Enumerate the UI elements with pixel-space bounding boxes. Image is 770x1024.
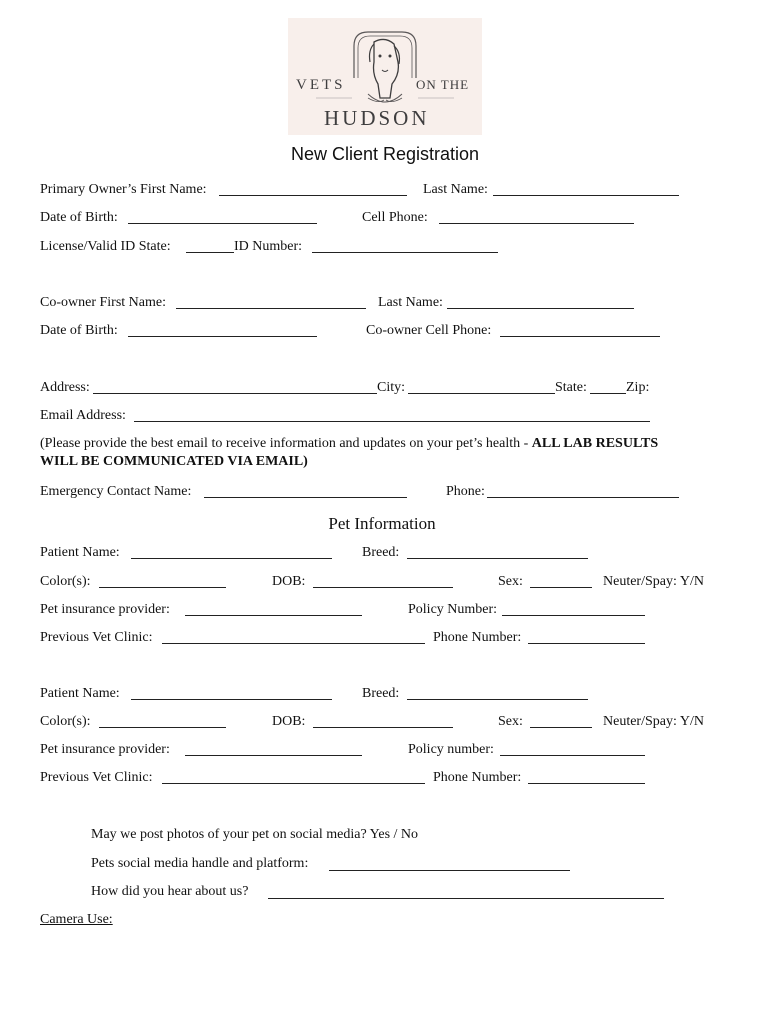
pet2-insurance-label: Pet insurance provider: — [40, 742, 170, 757]
social-media-question: May we post photos of your pet on social media? Yes / No — [91, 827, 419, 842]
emergency-phone-field[interactable] — [487, 497, 679, 498]
owner-cell-field[interactable] — [439, 223, 634, 224]
owner-dob-label: Date of Birth: — [40, 210, 118, 225]
logo-vets: VETS — [296, 77, 346, 93]
pet1-patient-field[interactable] — [131, 558, 332, 559]
logo-hudson: HUDSON — [324, 106, 430, 130]
state-label: State: — [555, 380, 587, 395]
pet2-breed-label: Breed: — [362, 686, 400, 701]
coowner-last-name-field[interactable] — [447, 308, 634, 309]
pet2-dob-field[interactable] — [313, 727, 453, 728]
owner-license-label: License/Valid ID State: — [40, 239, 171, 254]
owner-first-name-label: Primary Owner’s First Name: — [40, 182, 207, 197]
emergency-phone-label: Phone: — [446, 484, 485, 499]
city-label: City: — [377, 380, 406, 395]
email-note-text: (Please provide the best email to receive information and updates on your pet’s health - — [40, 436, 532, 451]
pet2-patient-label: Patient Name: — [40, 686, 120, 701]
email-note-line-1 — [40, 436, 658, 452]
address-field[interactable] — [93, 393, 377, 394]
pet2-color-label: Color(s): — [40, 714, 91, 729]
owner-id-label: ID Number: — [234, 239, 303, 254]
pet1-color-label: Color(s): — [40, 574, 91, 589]
pet1-dob-field[interactable] — [313, 587, 453, 588]
pet1-dob-label: DOB: — [272, 574, 306, 589]
owner-first-name-field[interactable] — [219, 195, 407, 196]
pet1-insurance-label: Pet insurance provider: — [40, 602, 170, 617]
address-label: Address: — [40, 380, 90, 395]
pet2-policy-field[interactable] — [500, 755, 645, 756]
social-handle-field[interactable] — [329, 870, 570, 871]
coowner-first-name-field[interactable] — [176, 308, 366, 309]
email-field[interactable] — [134, 421, 650, 422]
social-handle-label: Pets social media handle and platform: — [91, 856, 309, 871]
vets-on-the-hudson-logo — [288, 18, 482, 135]
emergency-contact-label: Emergency Contact Name: — [40, 484, 192, 499]
heard-about-field[interactable] — [268, 898, 664, 899]
pet1-sex-label: Sex: — [498, 574, 523, 589]
pet1-breed-label: Breed: — [362, 545, 400, 560]
pet1-neuter-label: Neuter/Spay: Y/N — [603, 574, 704, 589]
pet1-phone-label: Phone Number: — [433, 630, 522, 645]
owner-last-name-field[interactable] — [493, 195, 679, 196]
heard-about-label: How did you hear about us? — [91, 884, 249, 899]
owner-dob-field[interactable] — [128, 223, 317, 224]
coowner-cell-label: Co-owner Cell Phone: — [366, 323, 492, 338]
coowner-last-name-label: Last Name: — [378, 295, 443, 310]
owner-id-field[interactable] — [312, 252, 498, 253]
pet1-prev-vet-field[interactable] — [162, 643, 425, 644]
pet2-color-field[interactable] — [99, 727, 226, 728]
pet1-patient-label: Patient Name: — [40, 545, 120, 560]
pet1-sex-field[interactable] — [530, 587, 592, 588]
zip-label: Zip: — [626, 380, 650, 395]
email-label: Email Address: — [40, 408, 126, 423]
emergency-contact-field[interactable] — [204, 497, 407, 498]
owner-license-field[interactable] — [186, 252, 234, 253]
email-note-bold-2: WILL BE COMMUNICATED VIA EMAIL) — [40, 454, 308, 469]
camera-use-heading: Camera Use: — [40, 912, 113, 927]
owner-last-name-label: Last Name: — [423, 182, 488, 197]
pet1-breed-field[interactable] — [407, 558, 588, 559]
pet2-neuter-label: Neuter/Spay: Y/N — [603, 714, 704, 729]
email-note-bold-1: ALL LAB RESULTS — [531, 436, 659, 451]
pet2-insurance-field[interactable] — [185, 755, 362, 756]
pet2-prev-vet-label: Previous Vet Clinic: — [40, 770, 153, 785]
pet2-phone-label: Phone Number: — [433, 770, 522, 785]
owner-cell-label: Cell Phone: — [362, 210, 428, 225]
pet2-sex-field[interactable] — [530, 727, 592, 728]
pet1-color-field[interactable] — [99, 587, 226, 588]
coowner-cell-field[interactable] — [500, 336, 660, 337]
logo-on-the: ON THE — [416, 77, 470, 92]
state-field[interactable] — [590, 393, 626, 394]
pet1-phone-field[interactable] — [528, 643, 645, 644]
pet1-insurance-field[interactable] — [185, 615, 362, 616]
pet1-prev-vet-label: Previous Vet Clinic: — [40, 630, 153, 645]
pet2-patient-field[interactable] — [131, 699, 332, 700]
city-field[interactable] — [408, 393, 555, 394]
coowner-first-name-label: Co-owner First Name: — [40, 295, 166, 310]
coowner-dob-label: Date of Birth: — [40, 323, 118, 338]
pet2-sex-label: Sex: — [498, 714, 523, 729]
pet2-policy-label: Policy number: — [408, 742, 494, 757]
pet-information-heading: Pet Information — [328, 514, 436, 533]
pet2-dob-label: DOB: — [272, 714, 306, 729]
pet2-phone-field[interactable] — [528, 783, 645, 784]
coowner-dob-field[interactable] — [128, 336, 317, 337]
form-title: New Client Registration — [290, 144, 480, 164]
pet1-policy-field[interactable] — [502, 615, 645, 616]
pet1-policy-label: Policy Number: — [408, 602, 498, 617]
pet2-prev-vet-field[interactable] — [162, 783, 425, 784]
pet2-breed-field[interactable] — [407, 699, 588, 700]
